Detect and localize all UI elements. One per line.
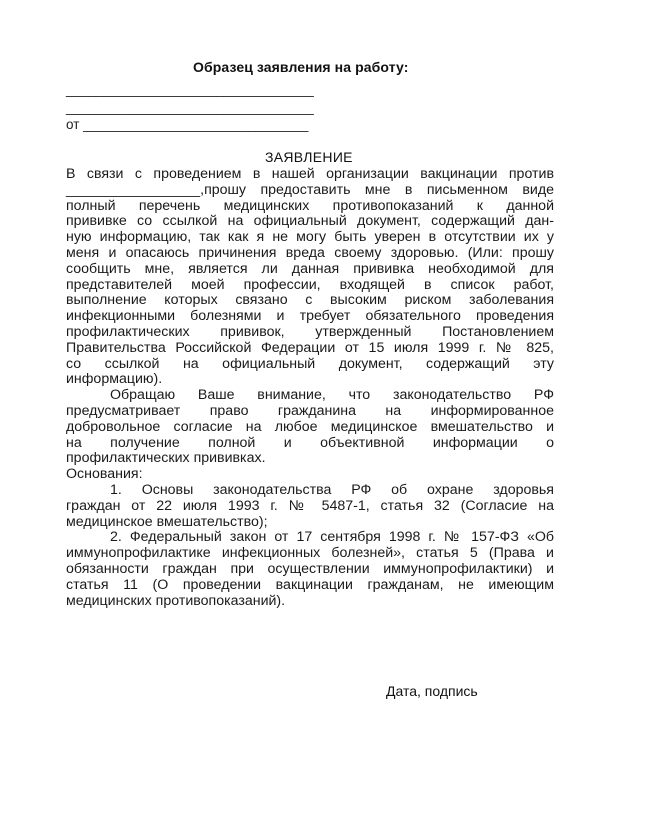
text-line: Правительства Российской Федерации от 15 июля 1999 г. № 825,	[66, 339, 554, 356]
text-line: выполнение которых связано с высоким риском заболевания	[66, 292, 554, 309]
document-body	[66, 167, 554, 609]
text-line: иммунопрофилактике инфекционных болезней», статья 5 (Права и	[66, 545, 554, 562]
text-line: медицинское вмешательство);	[66, 513, 268, 530]
text-line: граждан от 22 июля 1993 г. № 5487-1, статья 32 (Согласие на	[66, 497, 554, 514]
text-line: ную информацию, так как я не могу быть уверен в отсутствии их у	[66, 229, 554, 246]
text-line: полный перечень медицинских противопоказаний к данной	[66, 197, 554, 214]
text-line: обязанности граждан при осуществлении иммунопрофилактики) и	[66, 560, 554, 577]
text-line: меня и опасаюсь причинения вреда своему здоровью. (Или: прошу	[66, 244, 554, 261]
text-line: на получение полной и объективной информации о	[66, 434, 554, 451]
text-line: представителей моей профессии, входящей в список работ,	[66, 276, 554, 293]
text-line: профилактических прививках.	[66, 450, 266, 467]
text-line: _________________,прошу предоставить мне в письменном виде	[66, 181, 554, 198]
addressee-line-1: _________________________________	[66, 82, 314, 97]
text-line: со ссылкой на официальный документ, содержащий эту	[66, 355, 554, 372]
text-line: медицинских противопоказаний).	[66, 592, 286, 609]
text-line: сообщить мне, является ли данная прививка необходимой для	[66, 260, 554, 277]
text-line: информацию).	[66, 371, 163, 388]
text-line: добровольное согласие на любое медицинское вмешательство и	[66, 418, 554, 435]
basis-label: Основания:	[66, 466, 143, 483]
text-line: профилактических прививок, утвержденный Постановлением	[66, 323, 554, 340]
text-line: инфекционными болезнями и требует обязательного проведения	[66, 308, 554, 325]
text-line: В связи с проведением в нашей организации вакцинации против	[66, 166, 554, 182]
text-line: 2. Федеральный закон от 17 сентября 1998 г. № 157-ФЗ «Об	[110, 529, 554, 546]
document-title: Образец заявления на работу:	[193, 59, 409, 75]
basis-item-2	[66, 530, 554, 609]
text-line: предусматривает право гражданина на информированное	[66, 402, 554, 419]
addressee-line-2: _________________________________	[66, 100, 314, 115]
paragraph-request	[66, 167, 554, 388]
text-line: прививке со ссылкой на официальный документ, содержащий дан-	[66, 213, 554, 230]
text-line: Обращаю Ваше внимание, что законодательство РФ	[110, 387, 554, 404]
text-line: 1. Основы законодательства РФ об охране здоровья	[110, 481, 554, 498]
addressee-line-from: от ______________________________	[66, 117, 309, 132]
text-line: статья 11 (О проведении вакцинации гражданам, не имеющим	[66, 576, 554, 593]
document-heading: ЗАЯВЛЕНИЕ	[265, 149, 353, 165]
basis-item-1	[66, 483, 554, 530]
signature-line: Дата, подпись	[386, 683, 478, 699]
paragraph-attention	[66, 388, 554, 467]
